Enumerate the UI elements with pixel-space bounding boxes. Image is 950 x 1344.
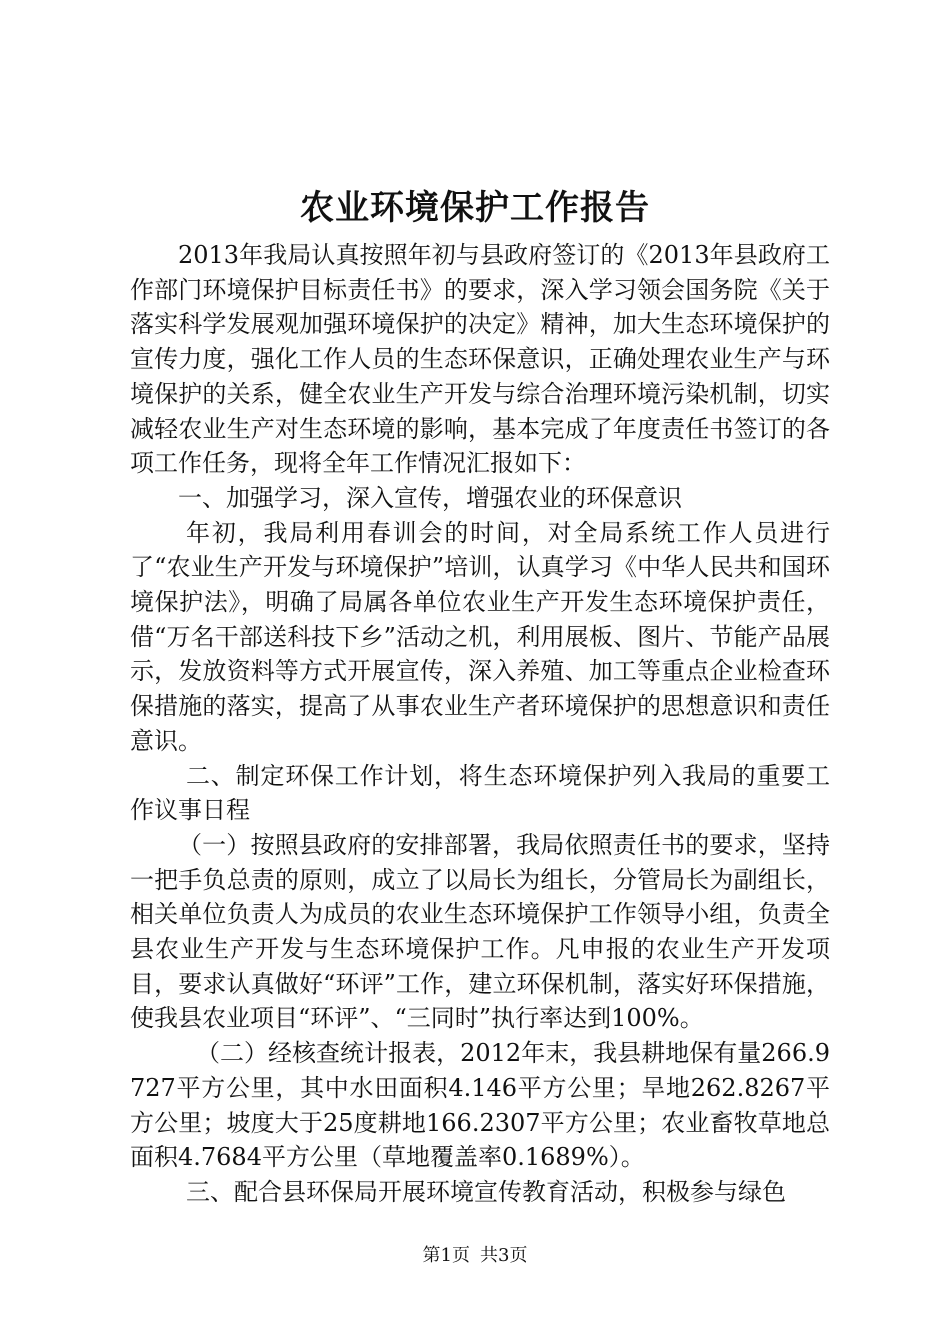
- section-heading-3: 三、配合县环保局开展环境宣传教育活动，积极参与绿色: [186, 1177, 786, 1206]
- section-heading-1: 一、加强学习，深入宣传，增强农业的环保意识: [178, 483, 682, 512]
- section-heading-2: 二、制定环保工作计划，将生态环境保护列入我局的重要工作议事日程: [130, 761, 830, 825]
- document-title: 农业环境保护工作报告: [300, 188, 650, 228]
- page-number: 第1页: [422, 1245, 470, 1266]
- page-footer: [0, 1244, 950, 1268]
- paragraph-section-1: 年初，我局利用春训会的时间，对全局系统工作人员进行了“农业生产开发与环境保护”培训，认真学习《中华人民共和国环境保护法》，明确了局属各单位农业生产开发生态环境保护责任，借“万名干部送科技下乡”活动之机，利用展板、图片、节能产品展示，发放资料等方式开展宣传，深入养殖、加工等重点企业检查环保措施的落实，提高了从事农业生产者环境保护的思想意识和责任意识。: [130, 518, 830, 755]
- paragraph-intro: 2013年我局认真按照年初与县政府签订的《2013年县政府工作部门环境保护目标责任书》的要求，深入学习领会国务院《关于落实科学发展观加强环境保护的决定》精神，加大生态环境保护的宣传力度，强化工作人员的生态环保意识，正确处理农业生产与环境保护的关系，健全农业生产开发与综合治理环境污染机制，切实减轻农业生产对生态环境的影响，基本完成了年度责任书签订的各项工作任务，现将全年工作情况汇报如下：: [130, 241, 830, 478]
- paragraph-section-2-item-2: （二）经核查统计报表，2012年末，我县耕地保有量266.9727平方公里，其中水田面积4.146平方公里；旱地262.8267平方公里；坡度大于25度耕地166.2307平方公里；农业畜牧草地总面积4.7684平方公里（草地覆盖率0.1689%）。: [130, 1039, 830, 1172]
- document-body: [130, 238, 830, 1210]
- page-total: 共3页: [480, 1245, 528, 1266]
- paragraph-section-2-item-1: （一）按照县政府的安排部署，我局依照责任书的要求，坚持一把手负总责的原则，成立了以局长为组长，分管局长为副组长，相关单位负责人为成员的农业生态环境保护工作领导小组，负责全县农业生产开发与生态环境保护工作。凡申报的农业生产开发项目，要求认真做好“环评”工作，建立环保机制，落实好环保措施，使我县农业项目“环评”、“三同时”执行率达到100%。: [130, 830, 830, 1033]
